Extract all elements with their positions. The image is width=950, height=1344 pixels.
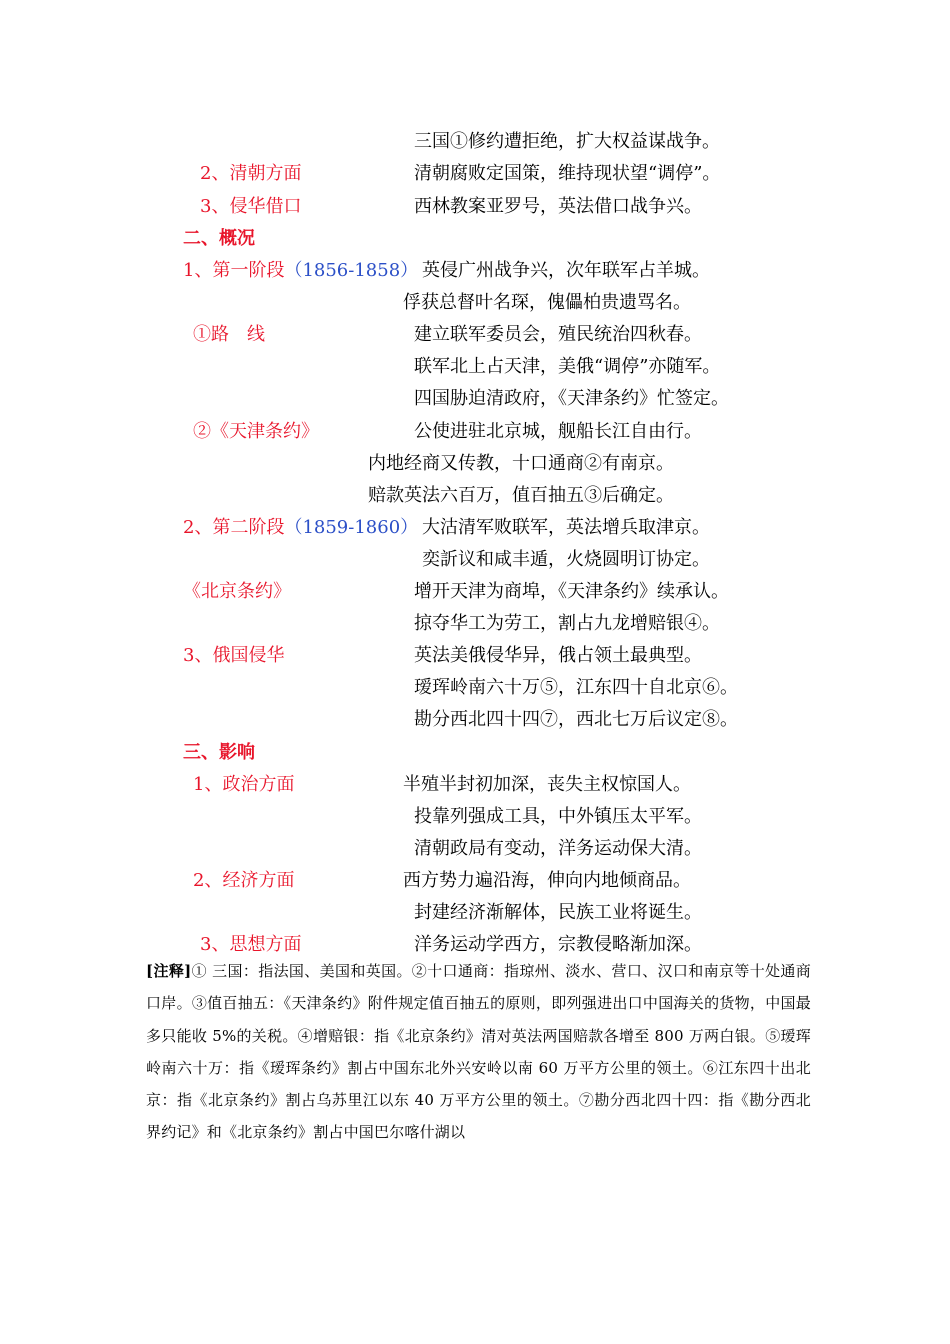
stage-one-years: （1856-1858） [284, 260, 419, 281]
stage-one-heading [183, 259, 418, 283]
stage-one-label: 1、第一阶段 [183, 260, 285, 281]
verse-line: 增开天津为商埠，《天津条约》续承认。 [414, 581, 729, 602]
verse-line: 清朝政局有变动，洋务运动保大清。 [414, 838, 702, 859]
subheading-tianjin-treaty: ②《天津条约》 [193, 421, 319, 442]
section-heading-overview: 二、概况 [183, 228, 255, 249]
subheading-ideological: 3、思想方面 [200, 934, 302, 955]
subheading-qing-side: 2、清朝方面 [200, 163, 302, 184]
verse-line: 瑷珲岭南六十万⑤，江东四十自北京⑥。 [414, 677, 738, 698]
subheading-economic: 2、经济方面 [193, 870, 295, 891]
verse-line: 建立联军委员会，殖民统治四秋春。 [414, 324, 702, 345]
verse-line: 三国①修约遭拒绝，扩大权益谋战争。 [414, 131, 720, 152]
verse-line: 封建经济渐解体，民族工业将诞生。 [414, 902, 702, 923]
verse-line: 奕訢议和咸丰遁，火烧圆明订协定。 [422, 549, 710, 570]
subheading-russia: 3、俄国侵华 [183, 645, 285, 666]
verse-line: 掠夺华工为劳工，割占九龙增赔银④。 [414, 613, 720, 634]
stage-two-heading [183, 516, 418, 540]
verse-line: 西林教案亚罗号，英法借口战争兴。 [414, 196, 702, 217]
verse-line: 赔款英法六百万，值百抽五③后确定。 [368, 485, 674, 506]
verse-line: 公使进驻北京城，舰船长江自由行。 [414, 421, 702, 442]
verse-line: 勘分西北四十四⑦，西北七万后议定⑧。 [414, 709, 738, 730]
verse-line: 英侵广州战争兴，次年联军占羊城。 [422, 260, 710, 281]
subheading-route: ①路 线 [193, 324, 265, 345]
subheading-political: 1、政治方面 [193, 774, 295, 795]
verse-line: 洋务运动学西方，宗教侵略渐加深。 [414, 934, 702, 955]
verse-line: 投靠列强成工具，中外镇压太平军。 [414, 806, 702, 827]
verse-line: 半殖半封初加深，丧失主权惊国人。 [403, 774, 691, 795]
section-heading-impact: 三、影响 [183, 742, 255, 763]
annotation-paragraph [146, 955, 811, 1149]
subheading-beijing-treaty: 《北京条约》 [183, 581, 291, 602]
verse-line: 四国胁迫清政府，《天津条约》忙签定。 [414, 388, 729, 409]
verse-line: 大沽清军败联军，英法增兵取津京。 [422, 517, 710, 538]
verse-line: 西方势力遍沿海，伸向内地倾商品。 [403, 870, 691, 891]
verse-line: 英法美俄侵华异，俄占领土最典型。 [414, 645, 702, 666]
subheading-pretext: 3、侵华借口 [200, 196, 302, 217]
stage-two-label: 2、第二阶段 [183, 517, 285, 538]
annotation-label: [注释] [146, 962, 192, 980]
verse-line: 俘获总督叶名琛，傀儡柏贵遗骂名。 [403, 292, 691, 313]
verse-line: 联军北上占天津，美俄“调停”亦随军。 [414, 356, 721, 377]
verse-line: 内地经商又传教，十口通商②有南京。 [368, 453, 674, 474]
stage-two-years: （1859-1860） [284, 517, 419, 538]
verse-line: 清朝腐败定国策，维持现状望“调停”。 [414, 163, 721, 184]
annotation-text: ① 三国：指法国、美国和英国。②十口通商：指琼州、淡水、营口、汉口和南京等十处通商口岸。③值百抽五：《天津条约》附件规定值百抽五的原则，即列强进出口中国海关的货物，中国最多只能收 5%的关税。④增赔银：指《北京条约》清对英法两国赔款各增至 800 万两白银。⑤瑷珲岭南六十万：指《瑷珲条约》割占中国东北外兴安岭以南 60 万平方公里的领土。⑥江东四十出北京：指《北京条约》割占乌苏里江以东 40 万平方公里的领土。⑦勘分西北四十四：指《勘分西北界约记》和《北京条约》割占中国巴尔喀什湖以 [146, 962, 811, 1142]
